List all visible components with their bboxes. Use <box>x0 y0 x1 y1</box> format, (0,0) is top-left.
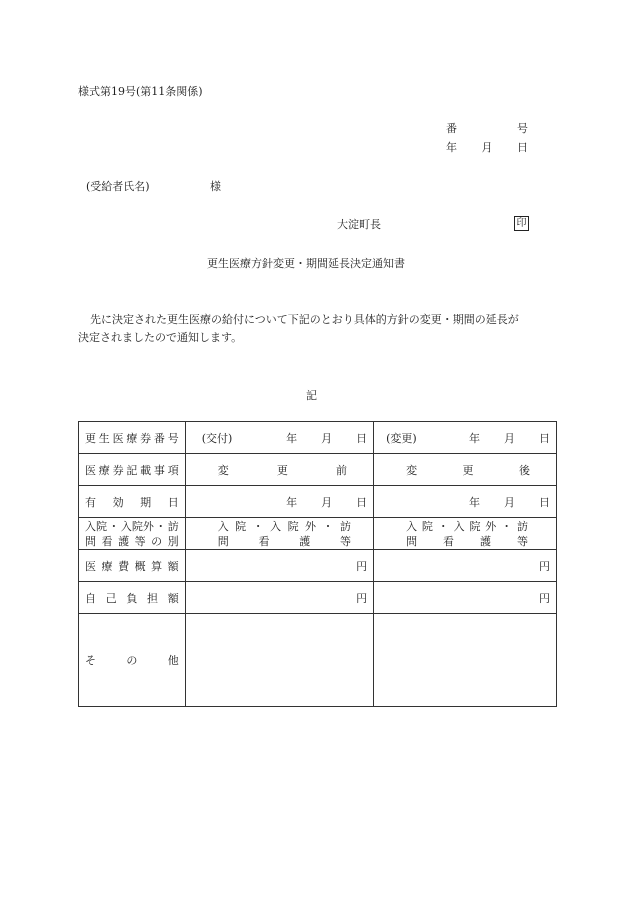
label-char: 券 <box>112 463 124 477</box>
label-char: そ <box>85 654 96 667</box>
month-text: 月 <box>321 431 333 445</box>
issue-label: (交付) <box>201 431 233 445</box>
label-char: 護 <box>118 534 130 548</box>
label-char: 番 <box>153 431 165 445</box>
cell-estimate-after[interactable] <box>374 550 557 582</box>
label-items <box>79 454 186 486</box>
cell-issue-date[interactable] <box>185 422 373 454</box>
row-estimate <box>79 550 557 582</box>
cell-before-change[interactable] <box>185 454 373 486</box>
label-char: 担 <box>147 591 159 605</box>
label-char: 載 <box>140 463 152 477</box>
cell-period-after[interactable] <box>374 486 557 518</box>
opt-char: ・ <box>501 519 513 533</box>
year-text: 年 <box>286 495 298 509</box>
cell-type-before[interactable] <box>185 518 373 550</box>
label-char: 負 <box>126 591 138 605</box>
label-char: 療 <box>101 559 113 573</box>
day-text: 日 <box>539 431 550 445</box>
label-char: 記 <box>126 463 138 477</box>
number-label-ban: 番 <box>446 122 457 135</box>
opt-char: 訪 <box>339 519 351 533</box>
label-char: 券 <box>140 431 152 445</box>
label-char: 期 <box>140 495 152 509</box>
opt-char: 入 <box>217 519 229 533</box>
form-table <box>78 421 557 707</box>
ki-heading: 記 <box>306 389 317 402</box>
after-char: 後 <box>519 463 530 477</box>
date-year: 年 <box>446 141 457 154</box>
seal-mark: 印 <box>514 216 529 231</box>
cell-copay-after[interactable] <box>374 582 557 614</box>
before-char: 前 <box>336 463 348 477</box>
opt-char: 問 <box>406 534 418 548</box>
opt-char: 護 <box>480 534 491 548</box>
label-char: 日 <box>167 495 179 509</box>
label-char: 有 <box>85 495 96 509</box>
label-part: ・ <box>108 519 120 533</box>
cell-other-after[interactable] <box>374 614 557 707</box>
label-char: 生 <box>98 431 110 445</box>
opt-char: 訪 <box>516 519 528 533</box>
cell-change-date[interactable] <box>374 422 557 454</box>
yen-unit: 円 <box>356 591 368 605</box>
body-line-1: 先に決定された更生医療の給付について下記のとおり具体的方針の変更・期間の延長が <box>90 313 519 326</box>
after-char: 変 <box>406 463 418 477</box>
opt-char: 看 <box>443 534 455 548</box>
opt-char: 看 <box>258 534 270 548</box>
month-text: 月 <box>321 495 333 509</box>
addressee-label: (受給者氏名) <box>86 180 150 193</box>
cell-other-before[interactable] <box>185 614 373 707</box>
label-char: 事 <box>153 463 165 477</box>
sender-name: 大淀町長 <box>337 218 381 231</box>
number-label-go: 号 <box>517 122 528 135</box>
label-part: 入院外 <box>120 519 154 533</box>
label-char: 自 <box>85 591 96 605</box>
label-char: 医 <box>85 559 96 573</box>
label-char: 療 <box>126 431 138 445</box>
label-char: 算 <box>151 559 163 573</box>
opt-char: 入 <box>453 519 465 533</box>
label-char: 己 <box>105 591 117 605</box>
label-ticket-number <box>79 422 186 454</box>
before-char: 更 <box>276 463 288 477</box>
change-label: (変更) <box>386 431 417 445</box>
label-char: 等 <box>134 534 146 548</box>
label-char: 号 <box>167 431 179 445</box>
row-type <box>79 518 557 550</box>
label-char: の <box>126 654 138 667</box>
label-estimate <box>79 550 186 582</box>
label-period <box>79 486 186 518</box>
date-month: 月 <box>481 141 493 154</box>
label-part: 訪 <box>167 519 179 533</box>
opt-char: 外 <box>305 519 317 533</box>
year-text: 年 <box>286 431 298 445</box>
opt-char: 入 <box>406 519 418 533</box>
opt-char: 院 <box>421 519 433 533</box>
opt-char: 等 <box>516 534 528 548</box>
label-char: 別 <box>167 534 179 548</box>
opt-char: 問 <box>217 534 229 548</box>
label-char: 項 <box>167 463 179 477</box>
row-items <box>79 454 557 486</box>
label-char: 額 <box>167 591 179 605</box>
year-text: 年 <box>469 495 480 509</box>
document-title: 更生医療方針変更・期間延長決定通知書 <box>207 257 405 270</box>
year-text: 年 <box>469 431 480 445</box>
date-line <box>446 141 528 155</box>
yen-unit: 円 <box>539 591 550 605</box>
cell-after-change[interactable] <box>374 454 557 486</box>
opt-char: ・ <box>437 519 449 533</box>
cell-type-after[interactable] <box>374 518 557 550</box>
label-char: 療 <box>98 463 110 477</box>
row-ticket-number <box>79 422 557 454</box>
label-char: 額 <box>167 559 179 573</box>
label-char: 更 <box>85 431 96 445</box>
before-char: 変 <box>217 463 229 477</box>
cell-period-before[interactable] <box>185 486 373 518</box>
label-copay <box>79 582 186 614</box>
opt-char: 外 <box>485 519 497 533</box>
row-copay <box>79 582 557 614</box>
label-char: 効 <box>112 495 124 509</box>
date-day: 日 <box>517 141 528 154</box>
opt-char: 院 <box>287 519 299 533</box>
day-text: 日 <box>539 495 550 509</box>
opt-char: 護 <box>299 534 311 548</box>
label-char: 他 <box>167 654 179 667</box>
label-part: 入院 <box>85 519 107 533</box>
opt-char: ・ <box>252 519 264 533</box>
opt-char: 院 <box>469 519 481 533</box>
label-char: 費 <box>118 559 130 573</box>
label-char: の <box>151 534 163 548</box>
form-number: 様式第19号(第11条関係) <box>78 85 203 98</box>
yen-unit: 円 <box>539 559 550 573</box>
cell-copay-before[interactable] <box>185 582 373 614</box>
row-other <box>79 614 557 707</box>
label-type <box>79 518 186 550</box>
label-char: 医 <box>112 431 124 445</box>
opt-char: 院 <box>235 519 247 533</box>
day-text: 日 <box>356 495 368 509</box>
opt-char: 入 <box>270 519 282 533</box>
cell-estimate-before[interactable] <box>185 550 373 582</box>
number-line <box>446 122 528 136</box>
row-period <box>79 486 557 518</box>
opt-char: 等 <box>340 534 352 548</box>
addressee-honorific: 様 <box>210 180 221 193</box>
yen-unit: 円 <box>356 559 368 573</box>
label-part: ・ <box>155 519 167 533</box>
body-line-2: 決定されましたので通知します。 <box>78 331 243 344</box>
day-text: 日 <box>356 431 368 445</box>
label-char: 概 <box>134 559 146 573</box>
label-char: 医 <box>85 463 96 477</box>
label-char: 看 <box>101 534 113 548</box>
month-text: 月 <box>504 495 515 509</box>
after-char: 更 <box>462 463 474 477</box>
month-text: 月 <box>504 431 515 445</box>
label-char: 問 <box>85 534 96 548</box>
label-other <box>79 614 186 707</box>
opt-char: ・ <box>322 519 334 533</box>
